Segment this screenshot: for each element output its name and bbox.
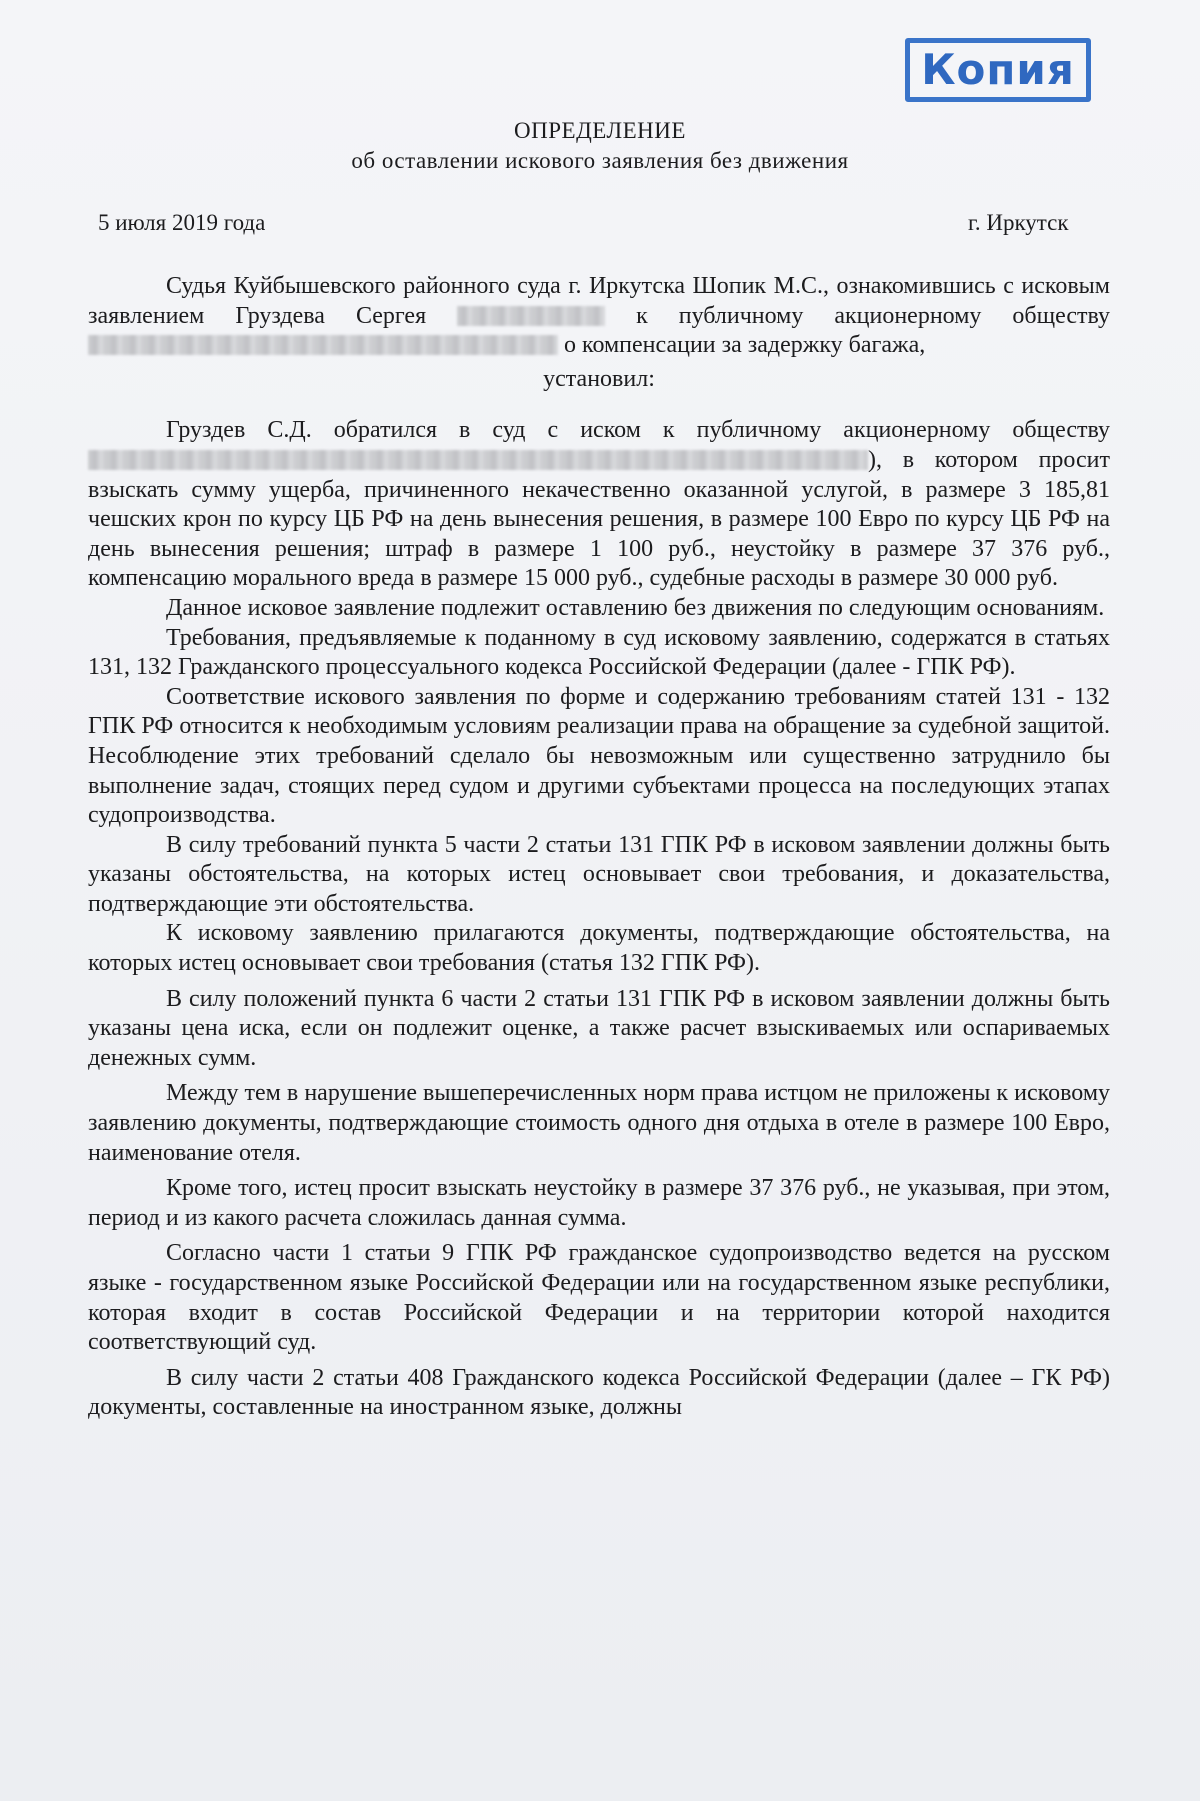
intro-text-1: Судья Куйбышевского районного суда г. Иркутска Шопик М.С., ознакомившись с исковым заявлением Груздева Сергея: [88, 273, 1110, 329]
document-body: [88, 272, 1110, 1423]
paragraph-3: Требования, предъявляемые к поданному в суд исковому заявлению, содержатся в статьях 131, 132 Гражданского процессуального кодекса Российской Федерации (далее - ГПК РФ).: [88, 624, 1110, 681]
intro-text-3: о компенсации за задержку багажа,: [558, 332, 926, 359]
document-title: ОПРЕДЕЛЕНИЕ: [514, 118, 686, 143]
claim-text-end: ), в котором просит взыскать сумму ущерба, причиненного некачественно оказанной услугой, в размере 3 185,81 чешских крон по курсу ЦБ РФ на день вынесения решения, в размере 100 Евро по курсу ЦБ РФ на день вынесения решения; штраф в размере 1 100 руб., неустойку в размере 37 376 руб., компенсацию морального вреда в размере 15 000 руб., судебные расходы в размере 30 000 руб.: [88, 446, 1110, 592]
intro-paragraph: [88, 272, 1110, 361]
paragraph-10: Согласно части 1 статьи 9 ГПК РФ гражданское судопроизводство ведется на русском языке - государственном языке Российской Федерации или на государственном языке республики, которая входит в состав Российской Федерации и на территории которой находится соответствующий суд.: [88, 1240, 1110, 1356]
redacted-block: [88, 450, 868, 470]
paragraph-claim: [88, 416, 1110, 594]
paragraph-8: Между тем в нарушение вышеперечисленных норм права истцом не приложены к исковому заявлению документы, подтверждающие стоимость одного дня отдыха в отеле в размере 100 Евро, наименование отеля.: [88, 1080, 1110, 1166]
paragraph-4: Соответствие искового заявления по форме и содержанию требованиям статей 131 - 132 ГПК РФ относится к необходимым условиям реализации права на обращение за судебной защитой. Несоблюдение этих требований сделало бы невозможным или существенно затруднило бы выполнение задач, стоящих перед судом и другими субъектами процесса на последующих этапах судопроизводства.: [88, 683, 1110, 829]
copy-stamp: Копия: [905, 38, 1091, 102]
redacted-block: [88, 335, 558, 355]
redacted-block: [457, 306, 605, 326]
paragraph-6: К исковому заявлению прилагаются документы, подтверждающие обстоятельства, на которых истец основывает свои требования (статья 132 ГПК РФ).: [88, 920, 1110, 977]
document-date: 5 июля 2019 года: [98, 210, 266, 235]
intro-text-2: к публичному акционерному обществу: [605, 302, 1110, 329]
paragraph-7: В силу положений пункта 6 части 2 статьи 131 ГПК РФ в исковом заявлении должны быть указаны цена иска, если он подлежит оценке, а также расчет взыскиваемых или оспариваемых денежных сумм.: [88, 985, 1110, 1071]
paragraph-9: Кроме того, истец просит взыскать неустойку в размере 37 376 руб., не указывая, при этом, период и из какого расчета сложилась данная сумма.: [88, 1175, 1110, 1231]
established-heading: установил:: [543, 365, 655, 392]
document-city: г. Иркутск: [968, 210, 1069, 235]
paragraph-2: Данное исковое заявление подлежит оставлению без движения по следующим основаниям.: [166, 594, 1105, 621]
paragraph-11: В силу части 2 статьи 408 Гражданского кодекса Российской Федерации (далее – ГК РФ) документы, составленные на иностранном языке, должны: [88, 1364, 1110, 1421]
document-subtitle: об оставлении искового заявления без движения: [351, 148, 849, 173]
claim-text-start: Груздев С.Д. обратился в суд с иском к публичному акционерному обществу: [166, 417, 1110, 444]
paragraph-5: В силу требований пункта 5 части 2 статьи 131 ГПК РФ в исковом заявлении должны быть указаны обстоятельства, на которых истец основывает свои требования, и доказательства, подтверждающие эти обстоятельства.: [88, 831, 1110, 917]
